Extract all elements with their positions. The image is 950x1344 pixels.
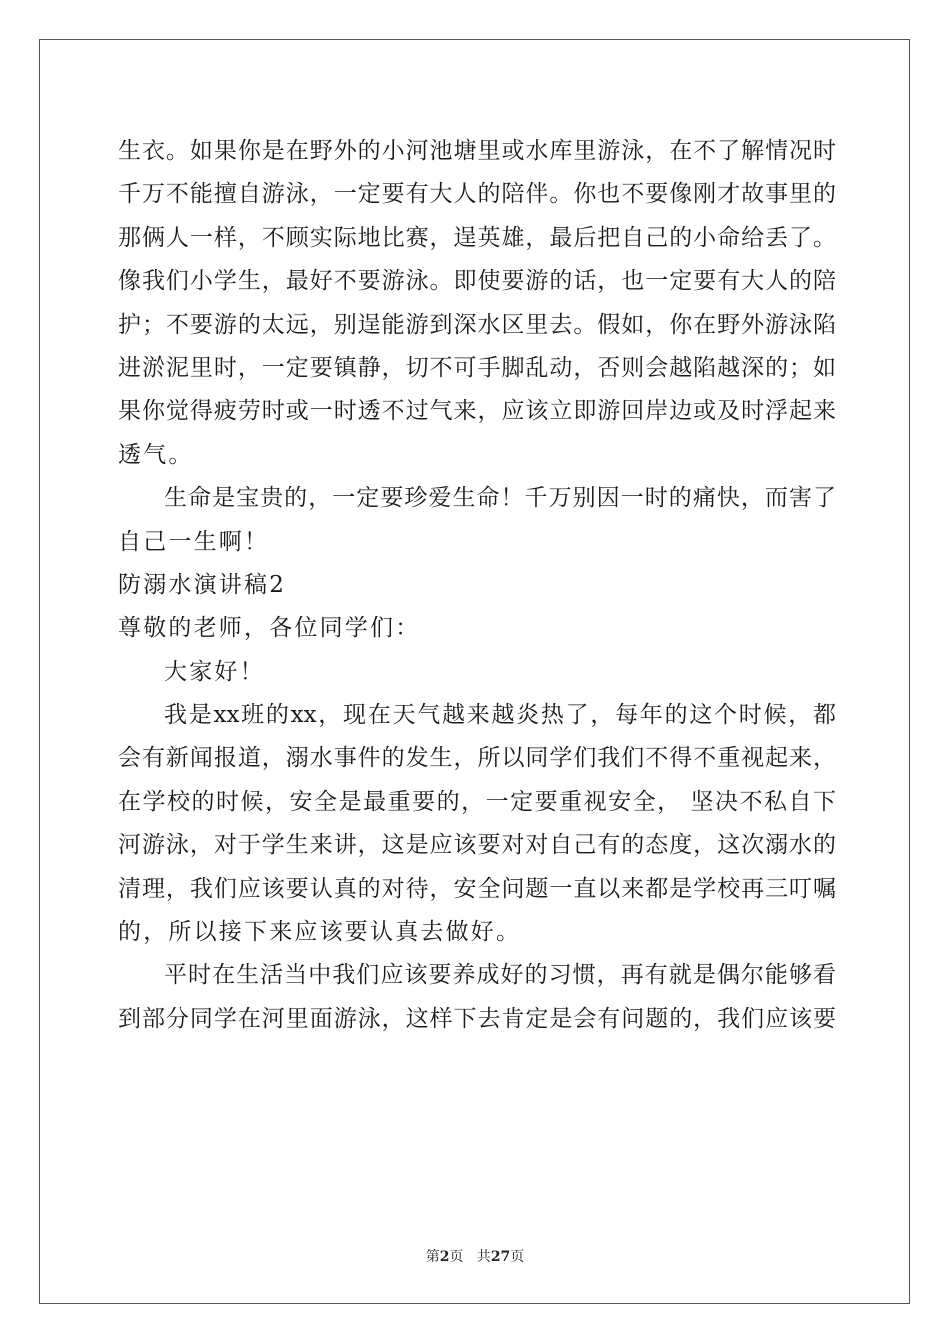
text-line: 河游泳，对于学生来讲，这是应该要对对自己有的态度，这次溺水的: [118, 832, 836, 859]
footer-suffix: 页: [510, 1249, 525, 1265]
footer-current-page: 2: [439, 1249, 450, 1265]
text-line: 到部分同学在河里面游泳，这样下去肯定是会有问题的，我们应该要: [118, 1005, 836, 1032]
text-line: 果你觉得疲劳时或一时透不过气来，应该立即游回岸边或及时浮起来: [118, 398, 836, 425]
text-line: 我是xx班的xx，现在天气越来越炎热了，每年的这个时候，都: [164, 702, 836, 729]
text-line: 尊敬的老师，各位同学们：: [118, 615, 421, 642]
footer-total-pages: 27: [490, 1249, 511, 1265]
text-line: 透气。: [118, 441, 194, 468]
text-line: 大家好！: [164, 658, 265, 685]
footer-middle: 页 共: [449, 1249, 491, 1265]
text-line: 千万不能擅自游泳，一定要有大人的陪伴。你也不要像刚才故事里的: [118, 181, 836, 208]
footer-prefix: 第: [425, 1249, 440, 1265]
document-body: [118, 130, 836, 1041]
text-line: 的，所以接下来应该要认真去做好。: [118, 919, 522, 946]
page-footer: [0, 1246, 950, 1266]
text-line: 清理，我们应该要认真的对待，安全问题一直以来都是学校再三叮嘱: [118, 875, 836, 902]
text-line: 那俩人一样，不顾实际地比赛，逞英雄，最后把自己的小命给丢了。: [118, 224, 836, 251]
text-line: 平时在生活当中我们应该要养成好的习惯，再有就是偶尔能够看: [164, 962, 836, 989]
text-line: 护；不要游的太远，别逞能游到深水区里去。假如，你在野外游泳陷: [118, 311, 836, 338]
text-line: 像我们小学生，最好不要游泳。即使要游的话，也一定要有大人的陪: [118, 268, 836, 295]
text-line: 生衣。如果你是在野外的小河池塘里或水库里游泳，在不了解情况时: [118, 138, 836, 164]
text-line: 会有新闻报道，溺水事件的发生，所以同学们我们不得不重视起来，: [118, 745, 836, 772]
text-line: 防溺水演讲稿2: [118, 571, 287, 598]
text-line: 生命是宝贵的，一定要珍爱生命！千万别因一时的痛快，而害了: [164, 485, 836, 512]
text-line: 进淤泥里时，一定要镇静，切不可手脚乱动，否则会越陷越深的；如: [118, 354, 836, 381]
text-line: 在学校的时候，安全是最重要的，一定要重视安全， 坚决不私自下: [118, 788, 836, 815]
text-line: 自己一生啊！: [118, 528, 270, 555]
